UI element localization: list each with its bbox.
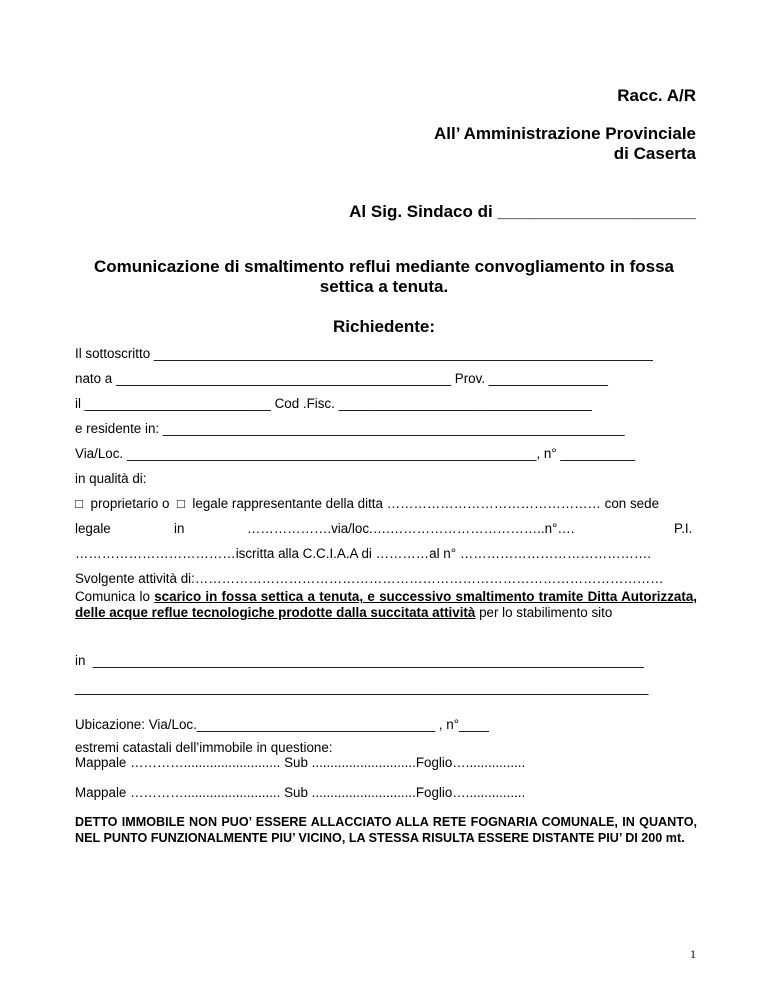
document-title: [0, 257, 768, 297]
via-line: Via/Loc. _______________________________________________________, n° __________: [75, 446, 635, 461]
proprietario-line: □ proprietario o □ legale rappresentante della ditta ………………………………………… con sede: [75, 496, 660, 511]
title-line-1: Comunicazione di smaltimento reflui mediante convogliamento in fossa: [94, 257, 674, 276]
recipient-line-2: di Caserta: [613, 144, 696, 163]
codice-fiscale-line: il _________________________ Cod .Fisc. __________________________________: [75, 396, 592, 411]
legale-word: legale: [75, 521, 111, 536]
cciaa-line: ………………………………iscritta alla C.C.I.A.A di …………al n° …………………………………….: [75, 546, 652, 561]
residente-line: e residente in: ______________________________________________________________: [75, 421, 625, 436]
nato-line: nato a _____________________________________________ Prov. ________________: [75, 371, 608, 386]
title-line-2: settica a tenuta.: [319, 277, 449, 296]
comunica-post: per lo stabilimento sito: [475, 605, 613, 620]
blank-line: _____________________________________________________________________________: [75, 680, 649, 695]
comunica-pre: Comunica lo: [75, 589, 155, 604]
in-line: in __________________________________________________________________________: [75, 653, 644, 668]
sottoscritto-line: Il sottoscritto ___________________________________________________________________: [75, 346, 653, 361]
raccomandata-label: Racc. A/R: [617, 86, 696, 105]
pi-label: P.I.: [674, 521, 693, 536]
richiedente-heading: Richiedente:: [332, 317, 436, 336]
recipient-line-1: All’ Amministrazione Provinciale: [433, 124, 696, 143]
via-loc-dotted: ……………….via/loc.….……………………………..n°….: [247, 521, 575, 536]
mappale-line-1: Mappale ………….......................... Sub ............................Foglio…................: [75, 755, 526, 770]
in-word: in: [174, 521, 185, 536]
comunica-paragraph: [75, 589, 697, 621]
svolgente-line: Svolgente attività di:……………………………………………………………………………………………: [75, 571, 664, 586]
estremi-line: estremi catastali dell’immobile in questione:: [75, 740, 333, 755]
ubicazione-line: Ubicazione: Via/Loc.________________________________ , n°____: [75, 717, 489, 732]
mappale-line-2: Mappale ………….......................... Sub ............................Foglio…................: [75, 785, 526, 800]
sindaco-line: Al Sig. Sindaco di _____________________: [349, 202, 696, 221]
page-number: 1: [690, 947, 696, 961]
qualita-label: in qualità di:: [75, 471, 147, 486]
detto-immobile-notice: DETTO IMMOBILE NON PUO’ ESSERE ALLACCIATO ALLA RETE FOGNARIA COMUNALE, IN QUANTO, NEL PUNTO FUNZIONALMENTE PIU’ VICINO, LA STESSA RISULTA ESSERE DISTANTE PIU’ DI 200 mt.: [75, 815, 697, 845]
comunica-underlined: scarico in fossa settica a tenuta, e successivo smaltimento tramite Ditta Autorizzata, delle acque reflue tecnologiche prodotte dalla succitata attività: [75, 589, 697, 620]
